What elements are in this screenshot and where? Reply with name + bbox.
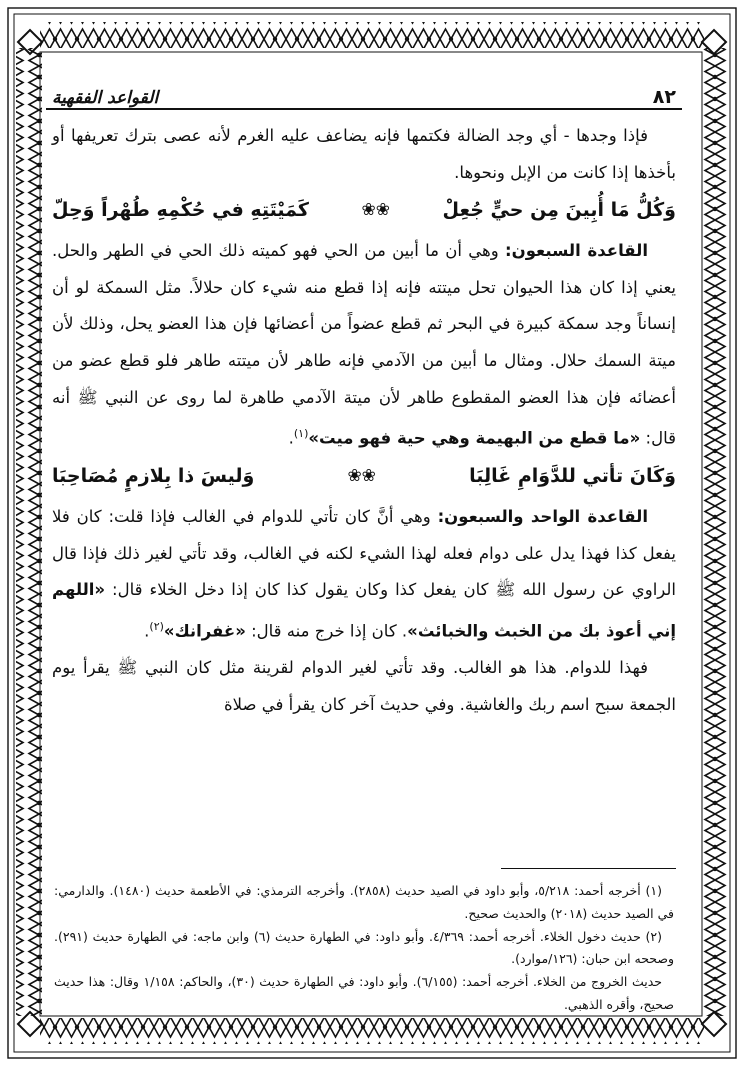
hadith-quote: «ما قطع من البهيمة وهي حية فهو ميت» xyxy=(308,428,641,448)
paragraph: فهذا للدوام. هذا هو الغالب. وقد تأتي لغير الدوام لقرينة مثل كان النبي ﷺ يقرأ يوم الجمعة سبح اسم ربك والغاشية. وفي حديث آخر كان يقرأ في صلاة xyxy=(52,658,676,714)
verse-ornament: ❀❀ xyxy=(347,466,376,487)
footnote-separator xyxy=(501,868,676,869)
page-body xyxy=(46,78,682,1030)
footnote-ref: (١) xyxy=(293,427,309,441)
verse-right-hemistich: وَكُلُّ مَا أُبِينَ مِن حيٍّ جُعِلْ xyxy=(442,199,676,222)
footnote-ref: (٢) xyxy=(149,620,164,634)
rule-text: . كان إذا خرج منه قال: xyxy=(245,621,408,641)
book-title: القواعد الفقهية xyxy=(52,88,159,108)
verse-line xyxy=(52,199,676,221)
page-number: ٨٢ xyxy=(652,86,676,108)
verse-line xyxy=(52,465,676,487)
main-text xyxy=(46,110,682,723)
hadith-quote: «غفرانك» xyxy=(163,621,246,641)
rule-text: وهي أن ما أبين من الحي فهو كميته ذلك الحي في الطهر والحل. يعني إذا كان هذا الحيوان تحل ميتته فإنه إذا قطع منه شيء كان حلالاً. مثل السمكة لو أن إنساناً وجد سمكة كبيرة في البحر ثم قطع عضواً من أعضائها فإن هذا العضو يحل، وذلك لأن ميتة السمك حلال. ومثال ما أبين من الآدمي فإنه طاهر لأن ميتته طاهر فلو قطع عضو من أعضائه فإن هذا العضو المقطوع طاهر لأن ميتة الآدمي طاهرة لما روى عن النبي ﷺ أنه قال: xyxy=(52,241,676,448)
verse-left-hemistich: وَليسَ ذا بِلازمٍ مُصَاحِبَا xyxy=(52,465,255,488)
rule-label: القاعدة السبعون: xyxy=(505,241,648,261)
verse-ornament: ❀❀ xyxy=(361,200,390,221)
hadith-quote: «اللهم إني أعوذ بك من الخبث والخبائث» xyxy=(52,580,676,641)
running-header xyxy=(46,78,682,110)
rule-paragraph: القاعدة السبعون: وهي أن ما أبين من الحي فهو كميته ذلك الحي في الطهر والحل. يعني إذا كان هذا الحيوان تحل ميتته فإنه إذا قطع منه شيء كان حلالاً. مثل السمكة لو أن إنساناً وجد سمكة كبيرة في البحر ثم قطع عضواً من أعضائها فإن هذا العضو يحل، وذلك لأن ميتة السمك حلال. ومثال ما أبين من الآدمي فإنه طاهر لأن ميتته طاهر فلو قطع عضو من أعضائه فإن هذا العضو المقطوع طاهر لأن ميتة الآدمي طاهرة لما روى عن النبي ﷺ أنه قال: «ما قطع من البهيمة وهي حية فهو ميت»$^{(١)}$. xyxy=(52,241,676,448)
paragraph: فإذا وجدها - أي وجد الضالة فكتمها فإنه يضاعف عليه الغرم لأنه عصى بترك تعريفها أو بأخذها إذا كانت من الإبل ونحوها. xyxy=(52,126,676,182)
rule-text: وهي أنَّ كان تأتي للدوام في الغالب فإذا قلت: كان فلا يفعل كذا فهذا يدل على دوام فعله لهذا الشيء لكنه في الغالب، وقد تأتي لغير ذلك فإذا قال الراوي عن رسول الله ﷺ كان يفعل كذا وكان يقول كذا كان إذا دخل الخلاء قال: xyxy=(52,507,676,600)
footnote: (٢) حديث دخول الخلاء. أخرجه أحمد: ٤/٣٦٩. وأبو داود: في الطهارة حديث (٦) وابن ماجه: في الطهارة حديث (٢٩١). وصححه ابن حبان: (١٢٦/موارد). xyxy=(54,928,674,967)
rule-label: القاعدة الواحد والسبعون: xyxy=(437,507,648,527)
footnote: (١) أخرجه أحمد: ٥/٢١٨، وأبو داود في الصيد حديث (٢٨٥٨). وأخرجه الترمذي: في الأطعمة حديث (١٤٨٠). والدارمي: في الصيد حديث (٢٠١٨) والحديث صحيح. xyxy=(54,883,674,921)
verse-left-hemistich: كَمَيْتَتِهِ في حُكْمِهِ طُهْراً وَحِلّ xyxy=(52,199,309,222)
footnote: حديث الخروج من الخلاء. أخرجه أحمد: (٦/١٥٥). وأبو داود: في الطهارة حديث (٣٠)، والحاكم: ١/١٥٨ وقال: هذا حديث صحيح، وأقره الذهبي. xyxy=(54,974,674,1012)
rule-paragraph: القاعدة الواحد والسبعون: وهي أنَّ كان تأتي للدوام في الغالب فإذا قلت: كان فلا يفعل كذا فهذا يدل على دوام فعله لهذا الشيء لكنه في الغالب، وقد تأتي لغير ذلك فإذا قال الراوي عن رسول الله ﷺ كان يفعل كذا وكان يقول كذا كان إذا دخل الخلاء قال: «اللهم إني أعوذ بك من الخبث والخبائث». كان إذا خرج منه قال: «غفرانك»$^{(٢)}$. xyxy=(52,507,676,641)
verse-right-hemistich: وَكَانَ تأتي للدَّوَامِ غَالِبَا xyxy=(469,465,676,488)
footnotes xyxy=(54,880,674,1017)
